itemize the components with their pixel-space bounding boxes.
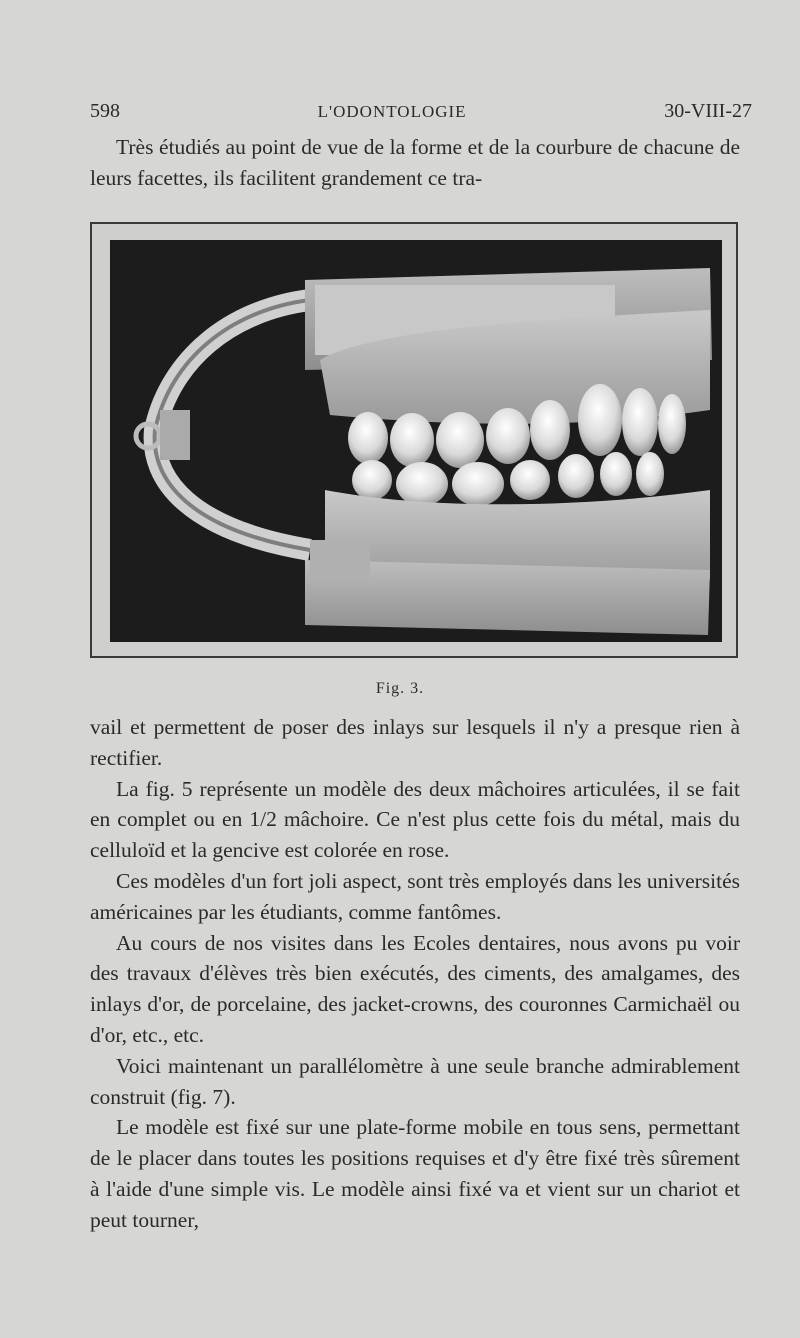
figure-photograph [110,240,722,642]
paragraph: Au cours de nos visites dans les Ecoles dentaires, nous avons pu voir des travaux d'élèves très bien exécutés, des ciments, des amalgames, des inlays d'or, de porcelaine, des jacket-crowns, des couronnes Carmichaël ou d'or, etc., etc. [90,930,740,1047]
running-header [90,100,752,128]
figure-frame [90,222,738,658]
paragraph: Très étudiés au point de vue de la forme et de la courbure de chacune de leurs facettes, ils facilitent grandement ce tra- [90,135,740,190]
page-number: 598 [90,100,120,122]
top-text [90,132,740,194]
figure-caption: Fig. 3. [375,680,425,697]
paragraph: vail et permettent de poser des inlays sur lesquels il n'y a presque rien à rectifier. [90,715,740,770]
paragraph: Ces modèles d'un fort joli aspect, sont très employés dans les universités américaines par les étudiants, comme fantômes. [90,868,740,924]
paragraph: Voici maintenant un parallélomètre à une seule branche admirablement construit (fig. 7). [90,1053,740,1109]
paragraph: La fig. 5 représente un modèle des deux mâchoires articulées, il se fait en complet ou en 1/2 mâchoire. Ce n'est plus cette fois du métal, mais du celluloïd et la gencive est colorée en rose. [90,776,740,863]
issue-date: 30-VIII-27 [664,100,752,122]
dental-articulator-illustration [110,240,722,642]
body-text [90,712,740,1236]
paragraph: Le modèle est fixé sur une plate-forme mobile en tous sens, permettant de le placer dans toutes les positions requises et d'y être fixé très sûrement à l'aide d'une simple vis. Le modèle ainsi fixé va et vient sur un chariot et peut tourner, [90,1115,740,1232]
journal-title: L'ODONTOLOGIE [317,102,467,121]
